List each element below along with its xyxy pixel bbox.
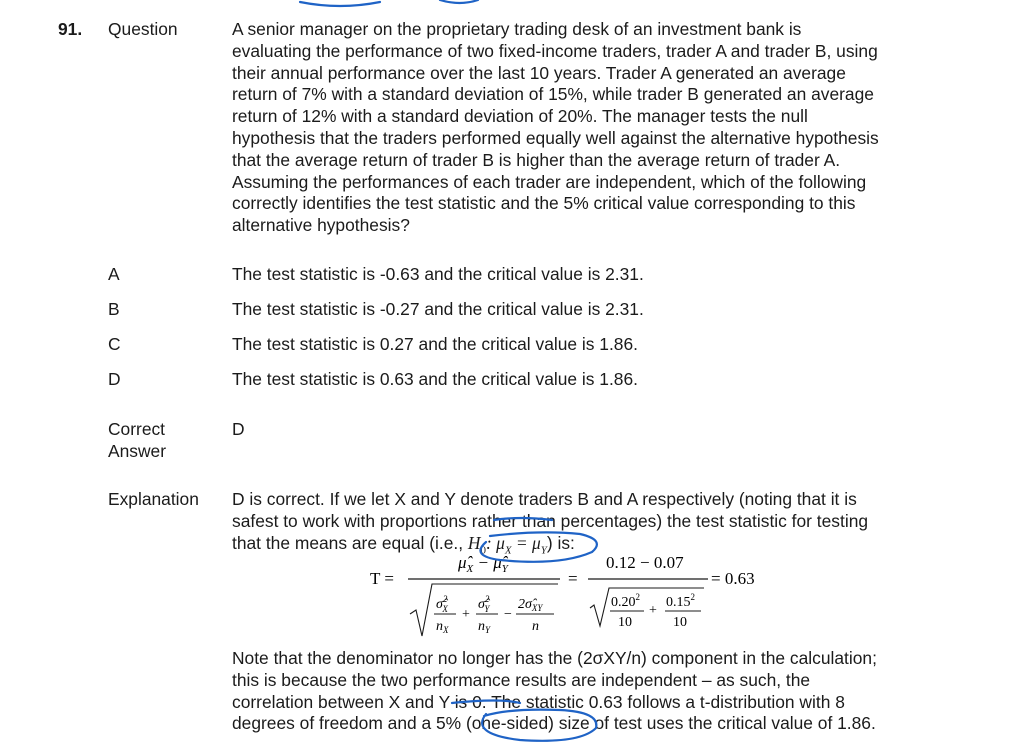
stem-line: their annual performance over the last 10 years. Trader A generated an average — [232, 62, 846, 83]
stem-line: correctly identifies the test statistic and the 5% critical value corresponding to this — [232, 193, 856, 214]
stem-line: Assuming the performances of each trader are independent, which of the following — [232, 171, 867, 192]
stem-line: hypothesis that the traders performed equally well against the alternative hypothesis — [232, 127, 879, 148]
intro-text: that the means are equal (i.e., — [232, 532, 464, 553]
option-d-text: The test statistic is 0.63 and the critical value is 1.86. — [232, 369, 638, 389]
n-x: $n_X$ — [436, 619, 449, 635]
option-c-letter: C — [108, 334, 121, 354]
pen-mark-top — [300, 2, 380, 6]
sigma-x: σ̂$^2$ X — [436, 594, 448, 614]
question-label: Question — [108, 19, 178, 39]
stem-line: evaluating the performance of two fixed-income traders, trader A and trader B, using — [232, 40, 878, 61]
note-line: this is because the two performance results are independent – as such, the — [232, 669, 811, 690]
explanation-line: D is correct. If we let X and Y denote traders B and A respectively (noting that it is — [232, 489, 857, 509]
note-line: degrees of freedom and a 5% (one-sided) size of test uses the critical value of 1.86. — [232, 713, 876, 734]
v2: 0.15$^2$ — [666, 592, 695, 610]
option-b-letter: B — [108, 299, 120, 319]
stem-line: return of 7% with a standard deviation of 15%, while trader B generated an average — [232, 84, 874, 105]
formula-lhs: T = — [370, 569, 394, 588]
pen-mark-top-2 — [440, 0, 478, 3]
two-sigma-xy: $2\sigmâ_{XY}$ — [518, 597, 543, 613]
sigma-y: σ̂$^2$ Y — [478, 594, 490, 614]
minus-1: − — [504, 607, 512, 622]
explanation-label: Explanation — [108, 489, 199, 509]
strikeout-rather-than — [494, 518, 552, 520]
explanation-line: safest to work with proportions rather than percentages) the test statistic for testing — [232, 510, 869, 531]
stem-line: that the average return of trader B is higher than the average return of trader A. — [232, 149, 841, 170]
stem-line: return of 12% with a standard deviation of 20%. The manager tests the null — [232, 106, 808, 127]
v1: 0.20$^2$ — [611, 592, 640, 610]
n: n — [532, 619, 539, 634]
h0-eq: = μ — [511, 532, 541, 553]
h0-h: H — [467, 532, 481, 553]
mu-y-sub: Y — [540, 544, 547, 557]
correct-answer-value: D — [232, 419, 245, 439]
formula-result: = 0.63 — [711, 569, 755, 588]
mu-x-sub: X — [504, 544, 512, 557]
option-b-text: The test statistic is -0.27 and the critical value is 2.31. — [232, 299, 644, 319]
stem-line: alternative hypothesis? — [232, 215, 410, 236]
stem-line: A senior manager on the proprietary trading desk of an investment bank is — [232, 19, 802, 39]
one-sided-circle — [482, 710, 596, 741]
numeric-numerator: 0.12 − 0.07 — [606, 553, 684, 572]
h0-mu: : μ — [485, 532, 505, 553]
plus-2: + — [649, 603, 657, 618]
v1-den: 10 — [618, 615, 632, 630]
formula-eq: = — [568, 569, 578, 588]
plus-1: + — [462, 607, 470, 622]
correct-label-line: Correct — [108, 419, 166, 439]
question-number: 91. — [58, 19, 83, 39]
correct-label-line: Answer — [108, 440, 166, 461]
formula-numerator: $\mû_X$ − $\mû_Y$ — [458, 553, 508, 575]
option-c-text: The test statistic is 0.27 and the critical value is 1.86. — [232, 334, 638, 354]
option-d-letter: D — [108, 369, 121, 389]
strikeout-the-statistic — [452, 701, 520, 704]
v2-den: 10 — [673, 615, 687, 630]
h0-sub: 0 — [480, 544, 486, 557]
n-y: $n_Y$ — [478, 619, 491, 635]
h0-circle — [480, 532, 596, 561]
note-line: correlation between X and Y is 0. The statistic 0.63 follows a t-distribution with 8 — [232, 691, 845, 712]
intro-text-end: ) is: — [546, 532, 575, 553]
option-a-letter: A — [108, 264, 120, 284]
note-line: Note that the denominator no longer has the (2σXY/n) component in the calculation; — [232, 648, 877, 668]
option-a-text: The test statistic is -0.63 and the critical value is 2.31. — [232, 264, 644, 284]
